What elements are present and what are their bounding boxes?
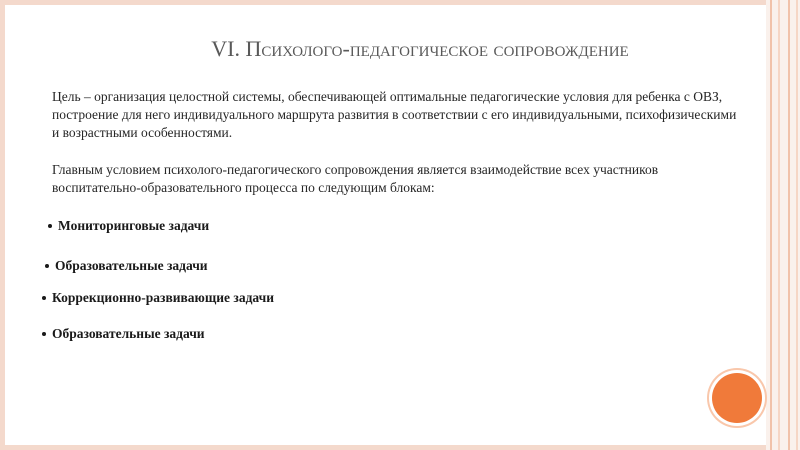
goal-paragraph: Цель – организация целостной системы, обеспечивающей оптимальные педагогические условия для ребенка с ОВЗ, построение для него индивидуального маршрута развития в соответствии с его индивидуальными, психофизическими и возрастными особенностями. [52,89,737,140]
bullet-label: Образовательные задачи [52,326,205,341]
bullet-item [45,258,208,274]
bullet-label: Коррекционно-развивающие задачи [52,290,275,305]
slide-title: VI. Психолого-педагогическое сопровождение [211,36,629,61]
decorative-stripe [766,0,800,450]
bullet-icon [45,264,49,268]
bullet-icon [42,332,46,336]
condition-paragraph: Главным условием психолого-педагогического сопровождения является взаимодействие всех участников воспитательно-образовательного процесса по следующим блокам: [52,162,659,195]
bullet-item [42,326,205,342]
stripe-line [770,0,772,450]
bullet-label: Мониторинговые задачи [58,218,210,233]
bullet-label: Образовательные задачи [55,258,208,273]
bullet-item [42,290,274,306]
bullet-icon [48,224,52,228]
bullet-icon [42,296,46,300]
stripe-line [778,0,780,450]
orange-circle-icon [712,373,762,423]
stripe-line [796,0,798,450]
stripe-line [788,0,790,450]
bullet-item [48,218,209,234]
